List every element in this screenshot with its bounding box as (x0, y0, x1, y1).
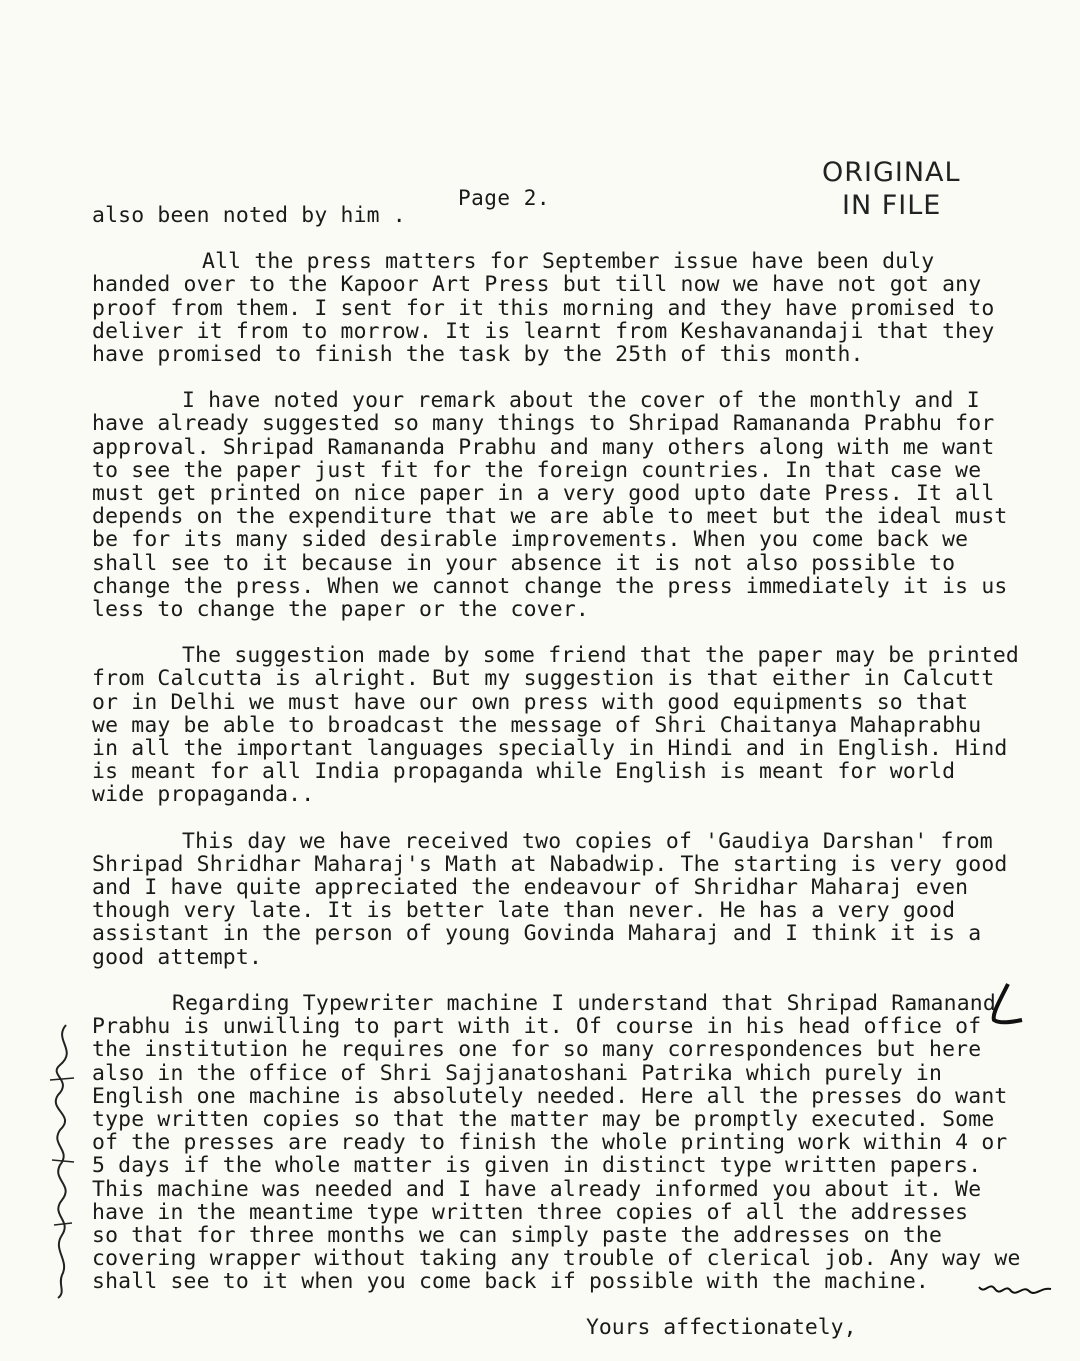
text-line: also in the office of Shri Sajjanatoshani Patrika which purely in (92, 1060, 943, 1086)
text-line: is meant for all India propaganda while English is meant for world (92, 759, 956, 785)
paragraph (92, 250, 1067, 366)
text-line: English one machine is absolutely needed. Here all the presses do want (92, 1083, 1008, 1109)
text-line: This machine was needed and I have already informed you about it. We (92, 1176, 982, 1202)
paragraph (92, 204, 1067, 227)
text-line: and I have quite appreciated the endeavour of Shridhar Maharaj even (92, 875, 969, 901)
text-line: of the presses are ready to finish the whole printing work within 4 or (92, 1130, 1008, 1156)
paragraph (92, 830, 1067, 969)
text-line: handed over to the Kapoor Art Press but till now we have not got any (92, 272, 982, 298)
paragraph (92, 644, 1067, 806)
text-line: shall see to it because in your absence it is not also possible to (92, 550, 956, 576)
closing-salutation: Yours affectionately, (586, 1315, 857, 1340)
letter-body (92, 204, 1067, 1294)
bleed-through-text (250, 170, 262, 194)
text-line: wide propaganda.. (92, 782, 315, 808)
text-line: assistant in the person of young Govinda Maharaj and I think it is a (92, 921, 982, 947)
text-line: deliver it from to morrow. It is learnt from Keshavanandaji that they (92, 318, 995, 344)
text-line: I have noted your remark about the cover of the monthly and I (182, 388, 980, 414)
margin-check-mark (986, 980, 1026, 1032)
text-line: covering wrapper without taking any trouble of clerical job. Any way we (92, 1246, 1021, 1272)
text-line: approval. Shripad Ramananda Prabhu and many others along with me want (92, 434, 995, 460)
text-line: type written copies so that the matter may be promptly executed. Some (92, 1106, 995, 1132)
text-line: The suggestion made by some friend that the paper may be printed (182, 643, 1020, 669)
text-line: Prabhu is unwilling to part with it. Of course in his head office of (92, 1014, 982, 1040)
text-line: proof from them. I sent for it this morning and they have promised to (92, 295, 995, 321)
text-line: be for its many sided desirable improvements. When you come back we (92, 527, 969, 553)
text-line: Regarding Typewriter machine I understand that Shripad Ramanand (172, 990, 996, 1016)
text-line: All the press matters for September issue have been duly (202, 249, 935, 275)
text-line: less to change the paper or the cover. (92, 597, 589, 623)
text-line: so that for three months we can simply paste the addresses on the (92, 1222, 943, 1248)
text-line: to see the paper just fit for the foreign countries. In that case we (92, 457, 982, 483)
text-line: shall see to it when you come back if possible with the machine. (92, 1269, 930, 1295)
text-line: This day we have received two copies of 'Gaudiya Darshan' from (182, 828, 993, 854)
paragraph (92, 389, 1067, 621)
margin-handwritten-signature (38, 1020, 88, 1300)
text-line: 5 days if the whole matter is given in distinct type written papers. (92, 1153, 982, 1179)
text-line: Shripad Shridhar Maharaj's Math at Nabadwip. The starting is very good (92, 851, 1008, 877)
text-line: have already suggested so many things to Shripad Ramananda Prabhu for (92, 411, 995, 437)
text-line: must get printed on nice paper in a very good upto date Press. It all (92, 481, 995, 507)
text-line: from Calcutta is alright. But my suggestion is that either in Calcutt (92, 666, 995, 692)
text-line: we may be able to broadcast the message of Shri Chaitanya Mahaprabhu (92, 712, 982, 738)
text-line: good attempt. (92, 944, 263, 970)
text-line: in all the important languages specially in Hindi and in English. Hind (92, 736, 1008, 762)
text-line: though very late. It is better late than never. He has a very good (92, 898, 956, 924)
text-line: have promised to finish the task by the 25th of this month. (92, 342, 864, 368)
stamp-line-1: ORIGINAL (822, 157, 961, 188)
margin-handwritten-note (975, 1275, 1055, 1303)
text-line: change the press. When we cannot change the press immediately it is us (92, 573, 1008, 599)
text-line: or in Delhi we must have our own press with good equipments so that (92, 689, 969, 715)
page-number: Page 2. (458, 186, 551, 210)
text-line: depends on the expenditure that we are able to meet but the ideal must (92, 504, 1008, 530)
paragraph (92, 992, 1067, 1294)
text-line: also been noted by him . (92, 203, 406, 228)
text-line: have in the meantime type written three copies of all the addresses (92, 1199, 969, 1225)
text-line: the institution he requires one for so many correspondences but here (92, 1037, 982, 1063)
stamp-line-2: IN FILE (842, 190, 942, 221)
